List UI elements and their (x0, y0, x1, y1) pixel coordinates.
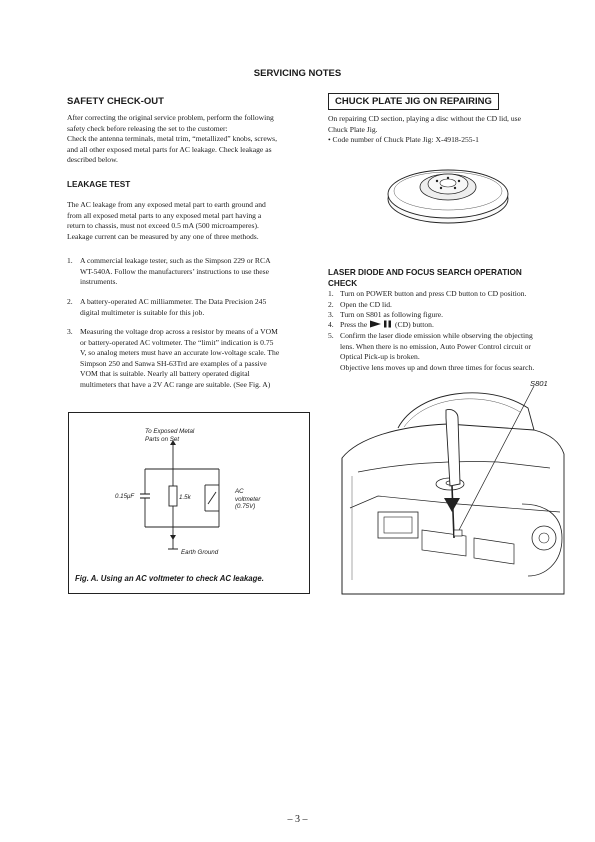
step-text-post: (CD) button. (395, 320, 434, 329)
text-line: WT-540A. Follow the manufacturers’ instructions to use these (80, 266, 269, 276)
text-line: safety check before releasing the set to the customer: (67, 123, 228, 133)
safety-intro (67, 113, 308, 166)
page-number: – 3 – (287, 814, 308, 825)
text-line: and all other exposed metal parts for AC leakage. Check leakage as (67, 144, 272, 154)
list-item (67, 256, 308, 289)
list-item (67, 297, 308, 319)
leakage-heading: LEAKAGE TEST (67, 180, 131, 189)
text-line: V, so analog meters must have an accurate low-voltage scale. The (80, 348, 280, 358)
list-number: 3. (67, 327, 73, 336)
label-earth-ground: Earth Ground (181, 549, 219, 556)
figure-a-caption: Fig. A. Using an AC voltmeter to check AC leakage. (75, 574, 264, 583)
chuck-text (328, 114, 570, 146)
text-line: voltmeter (235, 495, 261, 503)
step-text-pre: Press the (340, 320, 368, 329)
text-line: Turn on S801 as following figure. (340, 310, 444, 319)
text-line: lens. When there is no emission, Auto Power Control circuit or (340, 341, 531, 351)
list-number: 2. (67, 297, 73, 306)
play-pause-icon (369, 320, 393, 328)
text-line: multimeters that have a 2V AC range are suitable. (See Fig. A) (80, 379, 271, 389)
safety-heading: SAFETY CHECK-OUT (67, 96, 164, 107)
label-voltmeter (235, 488, 260, 511)
list-item (67, 327, 308, 391)
text-line: Parts on Set (145, 435, 180, 443)
leakage-paragraph (67, 200, 308, 242)
text-line: instruments. (80, 277, 118, 287)
list-item (328, 289, 572, 300)
list-item (328, 331, 572, 375)
list-number: 1. (328, 289, 334, 298)
s801-unit-illustration (338, 380, 572, 595)
text-line: On repairing CD section, playing a disc without the CD lid, use (328, 114, 521, 123)
page-title: SERVICING NOTES (253, 68, 342, 79)
text-line: or battery-operated AC voltmeter. The “limit” indication is 0.75 (80, 337, 274, 347)
list-number: 1. (67, 256, 73, 265)
chuck-plate-jig-illustration (378, 157, 518, 232)
figure-a (68, 412, 310, 594)
text-line: return to chassis, must not exceed 0.5 mA (500 microamperes). (67, 221, 259, 231)
text-line: AC (235, 488, 244, 495)
text-line: To Exposed Metal (145, 428, 195, 435)
text-line: Objective lens moves up and down three times for focus search. (340, 362, 535, 372)
text-line: LASER DIODE AND FOCUS SEARCH OPERATION (328, 268, 522, 277)
text-line: Open the CD lid. (340, 300, 392, 309)
text-line: Confirm the laser diode emission while observing the objecting (340, 331, 533, 340)
text-line: Simpson 250 and Sanwa SH-63Trd are examples of a passive (80, 358, 267, 368)
list-number: 3. (328, 310, 334, 319)
text-line: from all exposed metal parts to any exposed metal part having a (67, 210, 262, 220)
text-line: Turn on POWER button and press CD button to CD position. (340, 289, 527, 298)
text-line: Leakage current can be measured by any one of three methods. (67, 231, 259, 241)
text-line: (0.75V) (235, 503, 256, 511)
list-item (328, 320, 572, 331)
text-line: A battery-operated AC milliammeter. The Data Precision 245 (80, 297, 267, 306)
label-resistor: 1.5k (179, 494, 191, 501)
text-line: VOM that is suitable. Nearly all battery operated digital (80, 369, 250, 379)
list-number: 2. (328, 300, 334, 309)
chuck-heading: CHUCK PLATE JIG ON REPAIRING (328, 93, 499, 110)
list-number: 5. (328, 331, 334, 340)
s801-label: S801 (530, 379, 548, 388)
text-line: Chuck Plate Jig. (328, 124, 378, 134)
text-line: After correcting the original service problem, perform the following (67, 113, 274, 122)
text-line: Measuring the voltage drop across a resistor by means of a VOM (80, 327, 278, 336)
laser-heading (328, 267, 522, 289)
text-line: • Code number of Chuck Plate Jig: X-4918-255-1 (328, 135, 479, 145)
list-number: 4. (328, 320, 334, 329)
text-line: Check the antenna terminals, metal trim, “metallized” knobs, screws, (67, 134, 278, 144)
text-line: digital multimeter is suitable for this job. (80, 307, 205, 317)
text-line: CHECK (328, 279, 358, 288)
text-line: The AC leakage from any exposed metal part to earth ground and (67, 200, 266, 209)
text-line: A commercial leakage tester, such as the Simpson 229 or RCA (80, 256, 271, 265)
text-line: Optical Pick-up is broken. (340, 352, 420, 362)
text-line: described below. (67, 155, 118, 165)
label-capacitor: 0.15μF (115, 493, 135, 500)
label-exposed-parts (145, 428, 194, 443)
